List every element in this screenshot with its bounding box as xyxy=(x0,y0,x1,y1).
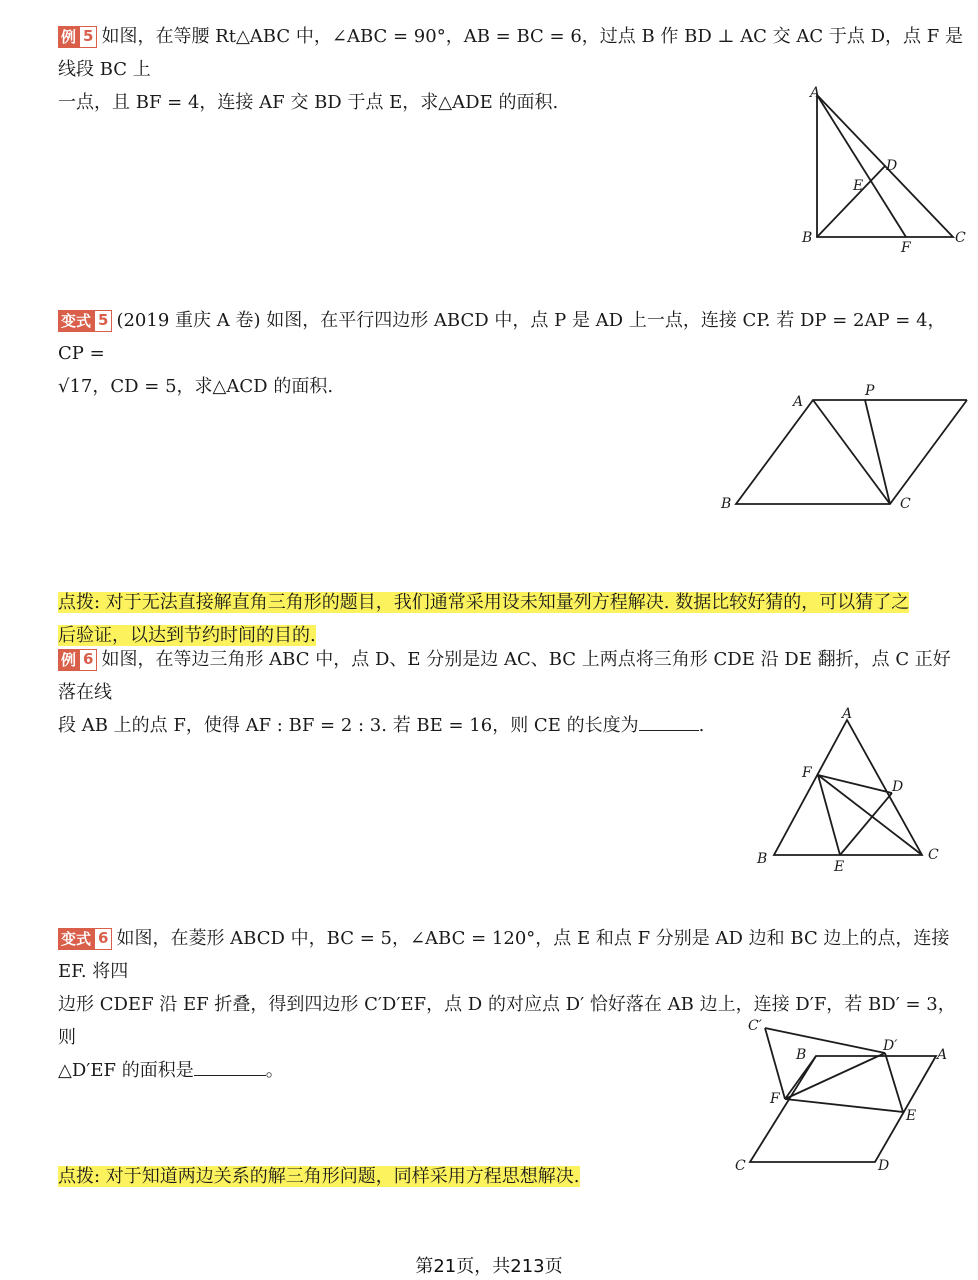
label-f: F xyxy=(901,240,911,256)
example-6-badge: 例 6 xyxy=(58,649,97,671)
segment-c1d1 xyxy=(765,1028,885,1053)
variant-5-badge: 变式 5 xyxy=(58,310,112,332)
variant-6-line-3: △D′EF 的面积是 。 xyxy=(58,1060,284,1081)
label-d: D xyxy=(878,1158,890,1174)
label-d: D xyxy=(892,779,904,795)
label-p: P xyxy=(865,383,875,399)
variant-5-line-2: √17，CD = 5，求△ACD 的面积. xyxy=(58,376,334,397)
segment-de xyxy=(840,793,892,855)
tip-2 xyxy=(58,1160,963,1193)
variant-5-figure xyxy=(715,378,978,518)
tip-2-line-1: 点拨: 对于知道两边关系的解三角形问题，同样采用方程思想解决. xyxy=(58,1166,580,1187)
variant-6-line-2: 边形 CDEF 沿 EF 折叠，得到四边形 C′D′EF，点 D 的对应点 D′ 恰好落在 AB 边上，连接 D′F，若 BD′ = 3，则 xyxy=(58,994,956,1048)
variant-5-line-1: 变式 5 (2019 重庆 A 卷) 如图，在平行四边形 ABCD 中，点 P 是 AD 上一点，连接 CP. 若 DP = 2AP = 4，CP = xyxy=(58,310,946,364)
label-e: E xyxy=(834,859,845,875)
label-b: B xyxy=(721,496,732,512)
label-c: C xyxy=(735,1158,746,1174)
label-f: F xyxy=(770,1091,780,1107)
segment-ac xyxy=(813,400,890,504)
variant-6-line-1: 变式 6 如图，在菱形 ABCD 中，BC = 5，∠ABC = 120°，点 E 和点 F 分别是 AD 边和 BC 边上的点，连接 EF. 将四 xyxy=(58,928,950,982)
label-a: A xyxy=(793,394,804,410)
label-d: D xyxy=(886,158,898,174)
tip-1-line-1: 点拨: 对于无法直接解直角三角形的题目，我们通常采用设未知量列方程解决. 数据比较好猜的，可以猜了之 xyxy=(58,592,910,613)
label-e: E xyxy=(906,1108,917,1124)
example-6-line-2: 段 AB 上的点 F，使得 AF : BF = 2 : 3. 若 BE = 16，则 CE 的长度为 . xyxy=(58,715,705,736)
example-5-badge: 例 5 xyxy=(58,26,97,48)
label-d-prime: D′ xyxy=(883,1038,898,1054)
segment-ef xyxy=(785,1099,903,1112)
label-c-prime: C′ xyxy=(748,1018,762,1034)
label-c: C xyxy=(955,230,966,246)
label-a: A xyxy=(937,1047,948,1063)
segment-d1e xyxy=(885,1053,903,1112)
segment-bd xyxy=(817,166,885,237)
variant-6-badge: 变式 6 xyxy=(58,928,112,950)
example-6-figure xyxy=(752,706,952,876)
segment-c1f xyxy=(765,1028,785,1099)
label-c: C xyxy=(900,496,911,512)
label-e: E xyxy=(853,178,864,194)
label-a: A xyxy=(842,706,853,722)
label-f: F xyxy=(802,765,812,781)
example-5-line-1: 例 5 如图，在等腰 Rt△ABC 中，∠ABC = 90°，AB = BC = 6，过点 B 作 BD ⊥ AC 交 AC 于点 D，点 F 是线段 BC 上 xyxy=(58,26,963,80)
tip-1-line-2: 后验证，以达到节约时间的目的. xyxy=(58,625,316,646)
segment-fe xyxy=(818,775,840,855)
label-a: A xyxy=(810,85,821,101)
answer-blank[interactable] xyxy=(194,1059,266,1076)
page-number-footer: 第21页，共213页 xyxy=(415,1256,563,1277)
answer-blank[interactable] xyxy=(639,714,699,731)
label-c: C xyxy=(928,847,939,863)
variant-6-figure xyxy=(730,1012,978,1177)
label-b: B xyxy=(757,851,768,867)
label-b: B xyxy=(802,230,813,246)
label-b: B xyxy=(796,1047,807,1063)
example-5-figure xyxy=(790,80,978,260)
example-6-line-1: 例 6 如图，在等边三角形 ABC 中，点 D、E 分别是边 AC、BC 上两点将三角形 CDE 沿 DE 翻折，点 C 正好落在线 xyxy=(58,649,951,703)
example-5-line-2: 一点，且 BF = 4，连接 AF 交 BD 于点 E，求△ADE 的面积. xyxy=(58,92,559,113)
